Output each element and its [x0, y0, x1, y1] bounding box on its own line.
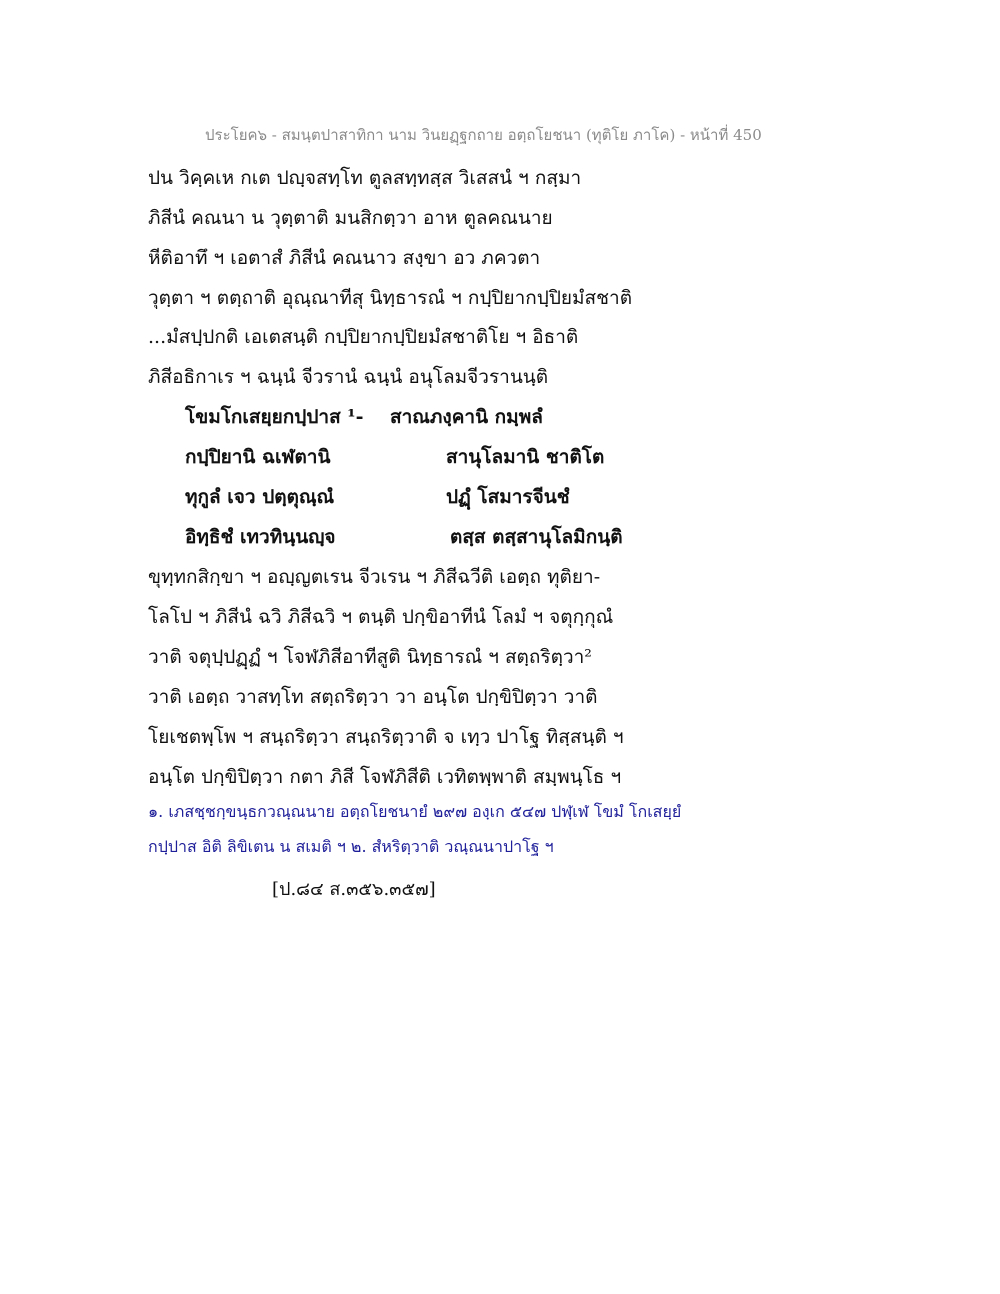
- footnote-line-1: ๑. เภสชฺชกฺขนฺธกวณฺณนาย อตฺถโยชนายํ ๒๙๗ องฺเก ๕๔๗ ปฬฺเฬ โขมํ โกเสยฺยํ: [148, 802, 682, 821]
- page-reference: [ป.๘๔ ส.๓๕๖.๓๕๗]: [272, 879, 436, 900]
- body-line-8: โลโป ฯ ภิสีนํ ฉวิ ภิสีฉวิ ฯ ตนฺติ ปกฺขิอาทีนํ โลมํ ฯ จตุกฺกุณํ: [148, 606, 614, 628]
- body-line-10: วาติ เอตฺถ วาสทฺโท สตฺถริตฺวา วา อนฺโต ปกฺขิปิตฺวา วาติ: [148, 686, 598, 708]
- verse-row3-right: ปฏฺํ โสมารจีนชํ: [446, 486, 570, 508]
- body-line-3: หีติอาทึ ฯ เอตาสํ ภิสีนํ คณนาว สงฺขา อว ภควตา: [148, 247, 541, 269]
- body-line-2: ภิสีนํ คณนา น วุตฺตาติ มนสิกตฺวา อาห ตูลคณนาย: [148, 207, 553, 229]
- verse-row2-right: สานุโลมานิ ชาติโต: [446, 446, 605, 468]
- verse-row3-left: ทุกูลํ เจว ปตฺตุณฺณํ: [185, 486, 335, 508]
- verse-row4-left: อิทฺธิชํ เทวทินฺนญฺจ: [185, 526, 336, 548]
- body-line-1: ปน วิคฺคเห กเต ปญฺจสทฺโท ตูลสทฺทสฺส วิเสสนํ ฯ กสฺมา: [148, 167, 582, 189]
- body-line-12: อนฺโต ปกฺขิปิตฺวา กตา ภิสี โจฬภิสีติ เวทิตพฺพาติ สมฺพนฺโธ ฯ: [148, 766, 622, 788]
- body-line-4: วุตฺตา ฯ ตตฺถาติ อุณฺณาทีสุ นิทฺธารณํ ฯ กปฺปิยากปฺปิยมํสชาติ: [148, 287, 633, 309]
- verse-row2-left: กปฺปิยานิ ฉเฬตานิ: [185, 446, 331, 468]
- verse-row4-right: ตสฺส ตสฺสานุโลมิกนฺติ: [450, 526, 623, 548]
- footnote-line-2: กปฺปาส อิติ ลิขิเตน น สเมติ ฯ ๒. สํหริตฺวาติ วณฺณนาปาโฐ ฯ: [148, 837, 554, 856]
- page-header: ประโยค๖ - สมนฺตปาสาทิกา นาม วินยฏฺฐกถาย อตฺถโยชนา (ทุติโย ภาโค) - หน้าที่ 450: [205, 126, 762, 144]
- body-line-9: วาติ จตุปฺปฏฺฏํ ฯ โจฬภิสีอาทีสูติ นิทฺธารณํ ฯ สตฺถริตฺวา²: [148, 646, 592, 668]
- verse-row1-left: โขมโกเสยฺยกปฺปาส ¹-: [185, 406, 364, 428]
- body-line-11: โยเชตพฺโพ ฯ สนฺถริตฺวา สนฺถริตฺวาติ จ เทฺว ปาโฐ ทิสฺสนฺติ ฯ: [148, 726, 624, 748]
- body-line-7: ขุทฺทกสิกฺขา ฯ อญฺญตเรน จีวเรน ฯ ภิสีฉวีติ เอตฺถ ทุติยา-: [148, 566, 601, 588]
- body-line-6: ภิสีอธิกาเร ฯ ฉนฺนํ จีวรานํ ฉนฺนํ อนุโลมจีวรานนฺติ: [148, 366, 549, 388]
- verse-row1-right: สาณภงฺคานิ กมฺพลํ: [390, 406, 543, 428]
- body-line-5: ...มํสปฺปกติ เอเตสนฺติ กปฺปิยากปฺปิยมํสชาติโย ฯ อิธาติ: [148, 326, 579, 348]
